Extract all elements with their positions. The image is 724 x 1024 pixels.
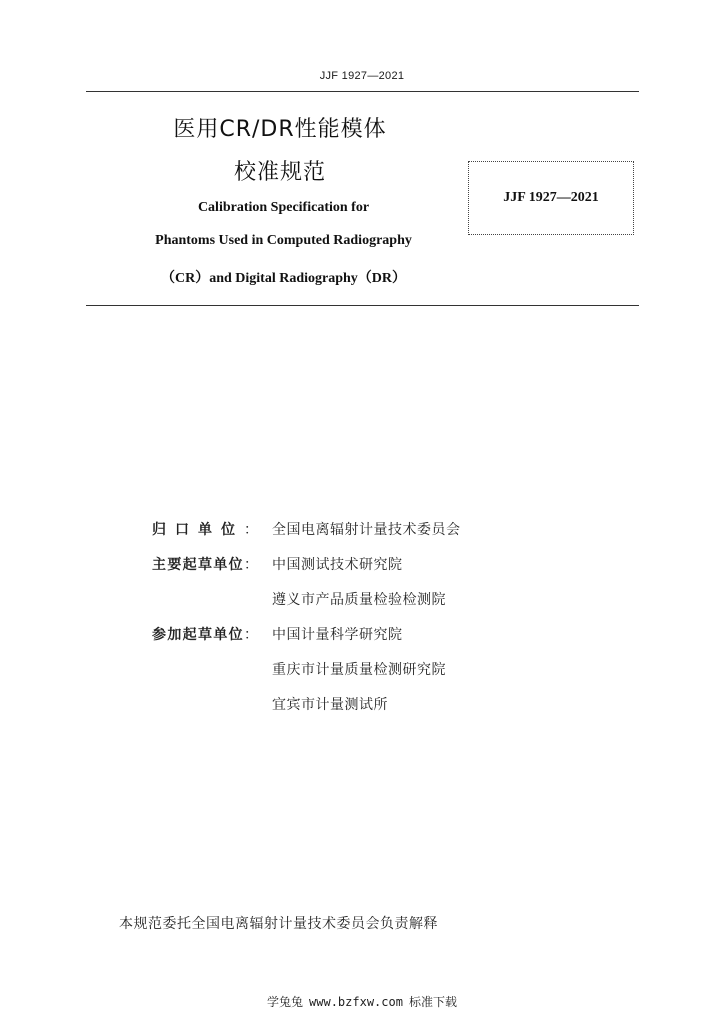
info-row-main-drafter-2 (152, 589, 461, 624)
watermark-prefix: 学兔兔 (267, 995, 304, 1009)
watermark-url: www.bzfxw.com (309, 995, 403, 1009)
title-english-line2: Phantoms Used in Computed Radiography (155, 233, 412, 248)
title-chinese-line1: 医用CR/DR性能模体 (173, 117, 387, 142)
title-english-line3: （CR）and Digital Radiography（DR） (160, 271, 407, 286)
interpretation-note: 本规范委托全国电离辐射计量技术委员会负责解释 (119, 916, 438, 932)
info-value-responsible-unit: 全国电离辐射计量技术委员会 (272, 522, 461, 538)
top-rule (86, 91, 639, 92)
watermark-suffix: 标准下载 (408, 995, 457, 1009)
info-label-main-drafter: 主 要 起 草 单 位 ： (152, 557, 258, 573)
info-row-responsible-unit (152, 519, 461, 554)
info-row-participating-drafter-2 (152, 659, 461, 694)
info-value-participating-drafter-3: 宜宾市计量测试所 (272, 697, 388, 713)
info-label-responsible-unit: 归 口 单 位 ： (152, 522, 258, 538)
info-row-participating-drafter (152, 624, 461, 659)
info-value-participating-drafter-1: 中国计量科学研究院 (272, 627, 403, 643)
drafting-units (152, 519, 461, 729)
title-english-line1: Calibration Specification for (197, 200, 370, 215)
info-value-participating-drafter-2: 重庆市计量质量检测研究院 (272, 662, 446, 678)
info-row-participating-drafter-3 (152, 694, 461, 729)
bottom-rule (86, 305, 639, 306)
info-label-participating-drafter: 参 加 起 草 单 位 ： (152, 627, 258, 643)
info-value-main-drafter-2: 遵义市产品质量检验检测院 (272, 592, 446, 608)
header-standard-code: JJF 1927—2021 (319, 70, 405, 82)
title-chinese-line2: 校准规范 (233, 160, 326, 185)
watermark (0, 993, 724, 1010)
standard-code-box (468, 161, 634, 235)
info-row-main-drafter (152, 554, 461, 589)
standard-code-box-text: JJF 1927—2021 (503, 190, 599, 205)
info-value-main-drafter-1: 中国测试技术研究院 (272, 557, 403, 573)
